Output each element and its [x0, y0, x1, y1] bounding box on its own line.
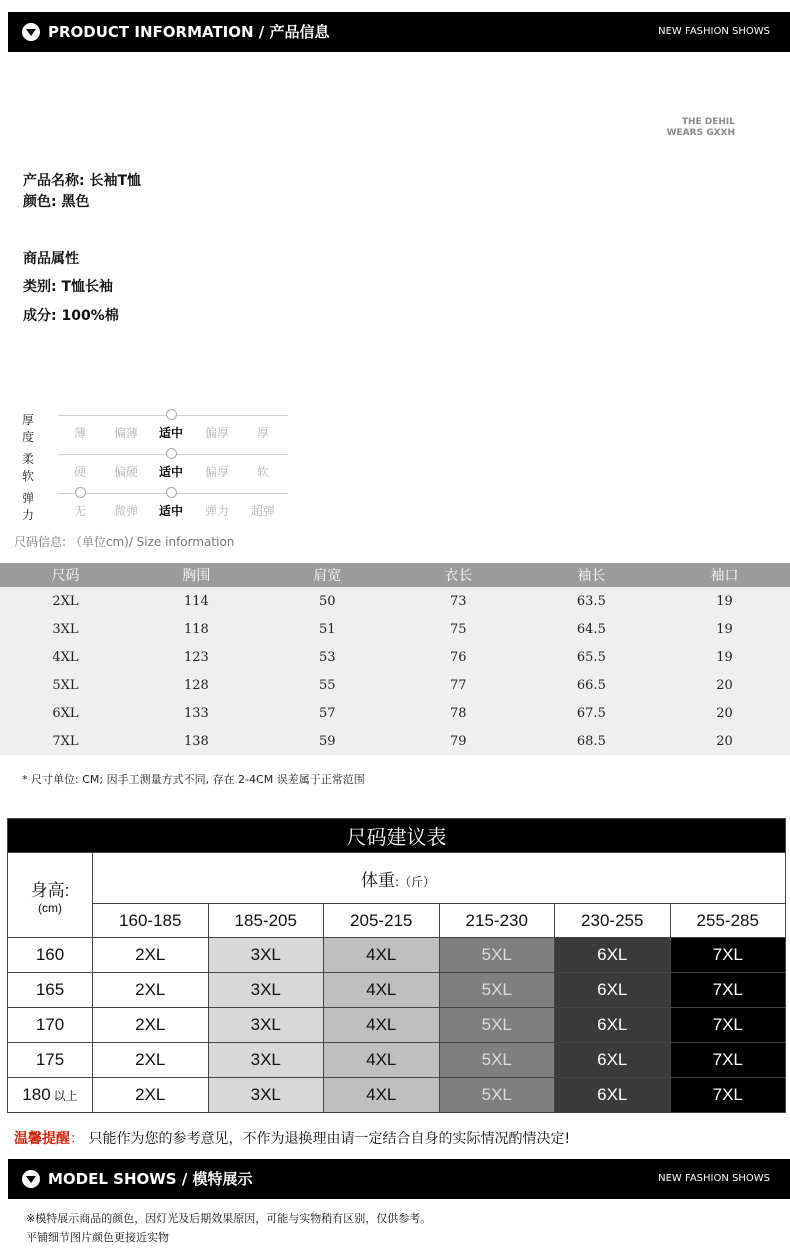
- product-name-value: 长袖T恤: [89, 173, 142, 189]
- table-cell: 66.5: [524, 671, 659, 699]
- size-cell: 2XL: [93, 1043, 209, 1078]
- scale-option: 偏厚: [204, 465, 229, 479]
- table-row: [0, 587, 790, 615]
- scale-option: 厚: [256, 426, 269, 440]
- size-cell: 6XL: [555, 1043, 671, 1078]
- size-table-header-row: [0, 563, 790, 587]
- table-cell: 19: [659, 615, 790, 643]
- size-header-cell: 肩宽: [262, 563, 393, 587]
- scale-option: 微弹: [113, 504, 138, 518]
- table-row: [8, 1043, 786, 1078]
- scale-label-softness: 柔软: [22, 452, 35, 483]
- height-cell: [8, 973, 93, 1008]
- product-color-row: [23, 191, 89, 211]
- size-cell: 4XL: [324, 1008, 440, 1043]
- scale-marker: [166, 448, 177, 459]
- size-header-cell: 袖长: [524, 563, 659, 587]
- size-cell: 5XL: [439, 1043, 555, 1078]
- scale-option: 偏薄: [113, 426, 138, 440]
- size-cell: 5XL: [439, 973, 555, 1008]
- weight-range: 215-230: [439, 904, 555, 938]
- height-label: 身高:: [30, 880, 70, 900]
- brand-logo: [657, 117, 735, 139]
- height-value: 180: [22, 1085, 51, 1104]
- table-row: [8, 938, 786, 973]
- height-cell: [8, 1043, 93, 1078]
- table-cell: 20: [659, 671, 790, 699]
- table-cell: 19: [659, 643, 790, 671]
- size-cell: 7XL: [670, 1043, 786, 1078]
- size-cell: 3XL: [208, 1008, 324, 1043]
- table-cell: 123: [131, 643, 262, 671]
- table-cell: 79: [393, 727, 524, 755]
- product-color-value: 黑色: [61, 194, 90, 210]
- scale-option: 薄: [73, 426, 86, 440]
- height-unit: (cm): [38, 900, 62, 915]
- table-row: [0, 643, 790, 671]
- size-cell: 4XL: [324, 938, 440, 973]
- size-table: [0, 563, 790, 755]
- table-cell: 75: [393, 615, 524, 643]
- table-row: [0, 727, 790, 755]
- attributes-title: 商品属性: [23, 251, 79, 267]
- table-cell: 57: [262, 699, 393, 727]
- size-cell: 7XL: [670, 938, 786, 973]
- recommend-title-row: [8, 819, 786, 853]
- chevron-down-icon: [22, 1170, 40, 1188]
- product-category-label: 类别:: [23, 279, 57, 295]
- table-cell: 59: [262, 727, 393, 755]
- weight-range: 185-205: [208, 904, 324, 938]
- table-cell: 55: [262, 671, 393, 699]
- table-cell: 4XL: [0, 643, 131, 671]
- product-info-header: [8, 12, 790, 52]
- table-cell: 64.5: [524, 615, 659, 643]
- scale-option: 超弹: [250, 504, 275, 518]
- size-cell: 5XL: [439, 1008, 555, 1043]
- scale-option: 无: [73, 504, 86, 518]
- footer-note-2: 平铺细节图片颜色更接近实物: [26, 1231, 169, 1244]
- size-cell: 4XL: [324, 1078, 440, 1113]
- scale-option: 偏厚: [204, 426, 229, 440]
- scale-label-elasticity: 弹力: [22, 491, 35, 522]
- height-value: 175: [35, 1050, 65, 1069]
- table-cell: 68.5: [524, 727, 659, 755]
- model-header-right-text: NEW FASHION SHOWS: [658, 1173, 770, 1184]
- table-cell: 77: [393, 671, 524, 699]
- scale-option: 硬: [73, 465, 86, 479]
- brand-line-1: THE DEHIL: [681, 117, 735, 127]
- scale-option-selected: 适中: [158, 465, 183, 479]
- table-cell: 6XL: [0, 699, 131, 727]
- height-value: 170: [35, 1015, 65, 1034]
- scale-marker: [166, 487, 177, 498]
- warm-tip-colon: ：: [70, 1131, 84, 1147]
- model-header-title: MODEL SHOWS / 模特展示: [48, 1170, 253, 1188]
- weight-range: 255-285: [670, 904, 786, 938]
- brand-line-2: WEARS GXXH: [666, 128, 735, 138]
- weight-range: 230-255: [555, 904, 671, 938]
- table-cell: 114: [131, 587, 262, 615]
- size-header-cell: 袖口: [659, 563, 790, 587]
- height-cell: [8, 1078, 93, 1113]
- table-cell: 133: [131, 699, 262, 727]
- scale-marker: [166, 409, 177, 420]
- table-cell: 7XL: [0, 727, 131, 755]
- warm-tip: [14, 1128, 570, 1148]
- size-header-cell: 胸围: [131, 563, 262, 587]
- table-cell: 2XL: [0, 587, 131, 615]
- product-category-value: T恤长袖: [61, 279, 114, 295]
- weight-range: 205-215: [324, 904, 440, 938]
- product-name-row: [23, 170, 141, 190]
- product-material-row: [23, 305, 119, 325]
- footer-note-1: ※模特展示商品的颜色，因灯光及后期效果原因，可能与实物稍有区别，仅供参考。: [26, 1212, 432, 1225]
- size-cell: 4XL: [324, 973, 440, 1008]
- size-cell: 4XL: [324, 1043, 440, 1078]
- table-cell: 5XL: [0, 671, 131, 699]
- table-row: [0, 671, 790, 699]
- header-title: PRODUCT INFORMATION / 产品信息: [48, 23, 330, 41]
- table-cell: 78: [393, 699, 524, 727]
- scale-option: 软: [256, 465, 269, 479]
- warm-tip-label: 温馨提醒: [14, 1131, 70, 1147]
- table-cell: 20: [659, 699, 790, 727]
- scale-option: 偏硬: [113, 465, 138, 479]
- table-cell: 20: [659, 727, 790, 755]
- product-material-label: 成分:: [23, 308, 57, 324]
- table-cell: 73: [393, 587, 524, 615]
- height-value: 160: [35, 945, 65, 964]
- weight-header: [93, 853, 786, 904]
- weight-unit: :（斤）: [395, 874, 436, 889]
- size-header-cell: 尺码: [0, 563, 131, 587]
- product-color-label: 颜色:: [23, 194, 57, 210]
- table-cell: 76: [393, 643, 524, 671]
- height-header: [8, 853, 93, 938]
- table-cell: 65.5: [524, 643, 659, 671]
- size-cell: 3XL: [208, 1078, 324, 1113]
- scale-option: 弹力: [204, 504, 229, 518]
- product-name-label: 产品名称:: [23, 173, 85, 189]
- scale-label-thickness: 厚度: [22, 413, 35, 444]
- size-cell: 7XL: [670, 973, 786, 1008]
- size-cell: 2XL: [93, 938, 209, 973]
- table-cell: 3XL: [0, 615, 131, 643]
- scale-marker: [75, 487, 86, 498]
- weight-label-row: [8, 853, 786, 904]
- size-cell: 3XL: [208, 1043, 324, 1078]
- height-suffix: 以上: [53, 1089, 78, 1103]
- table-row: [8, 1008, 786, 1043]
- table-cell: 128: [131, 671, 262, 699]
- model-shows-header: [8, 1159, 790, 1199]
- table-cell: 50: [262, 587, 393, 615]
- size-cell: 6XL: [555, 973, 671, 1008]
- product-material-value: 100%棉: [61, 308, 119, 324]
- recommend-title: 尺码建议表: [8, 819, 786, 853]
- product-category-row: [23, 276, 113, 296]
- size-cell: 3XL: [208, 973, 324, 1008]
- table-cell: 53: [262, 643, 393, 671]
- warm-tip-text: 只能作为您的参考意见，不作为退换理由请一定结合自身的实际情况酌情决定!: [88, 1131, 571, 1147]
- header-right-text: NEW FASHION SHOWS: [658, 26, 770, 37]
- weight-range-row: [8, 904, 786, 938]
- table-row: [0, 699, 790, 727]
- size-cell: 6XL: [555, 1008, 671, 1043]
- size-cell: 7XL: [670, 1078, 786, 1113]
- height-value: 165: [35, 980, 65, 999]
- size-cell: 5XL: [439, 1078, 555, 1113]
- scale-option-selected: 适中: [158, 504, 183, 518]
- size-recommendation-table: [7, 818, 786, 1113]
- chevron-down-icon: [22, 23, 40, 41]
- size-cell: 2XL: [93, 973, 209, 1008]
- size-header-cell: 衣长: [393, 563, 524, 587]
- table-cell: 118: [131, 615, 262, 643]
- table-row: [0, 615, 790, 643]
- height-cell: [8, 1008, 93, 1043]
- table-row: [8, 973, 786, 1008]
- table-row: [8, 1078, 786, 1113]
- size-cell: 6XL: [555, 938, 671, 973]
- weight-label: 体重: [361, 870, 395, 891]
- table-cell: 138: [131, 727, 262, 755]
- size-cell: 6XL: [555, 1078, 671, 1113]
- weight-range: 160-185: [93, 904, 209, 938]
- size-info-label: 尺码信息: （单位cm)/ Size information: [14, 535, 235, 549]
- table-cell: 51: [262, 615, 393, 643]
- size-cell: 3XL: [208, 938, 324, 973]
- table-cell: 67.5: [524, 699, 659, 727]
- scale-option-selected: 适中: [158, 426, 183, 440]
- size-cell: 7XL: [670, 1008, 786, 1043]
- table-cell: 63.5: [524, 587, 659, 615]
- size-note: * 尺寸单位: CM; 因手工测量方式不同, 存在 2-4CM 误差属于正常范围: [22, 773, 365, 786]
- size-cell: 2XL: [93, 1008, 209, 1043]
- size-cell: 5XL: [439, 938, 555, 973]
- table-cell: 19: [659, 587, 790, 615]
- size-cell: 2XL: [93, 1078, 209, 1113]
- height-cell: [8, 938, 93, 973]
